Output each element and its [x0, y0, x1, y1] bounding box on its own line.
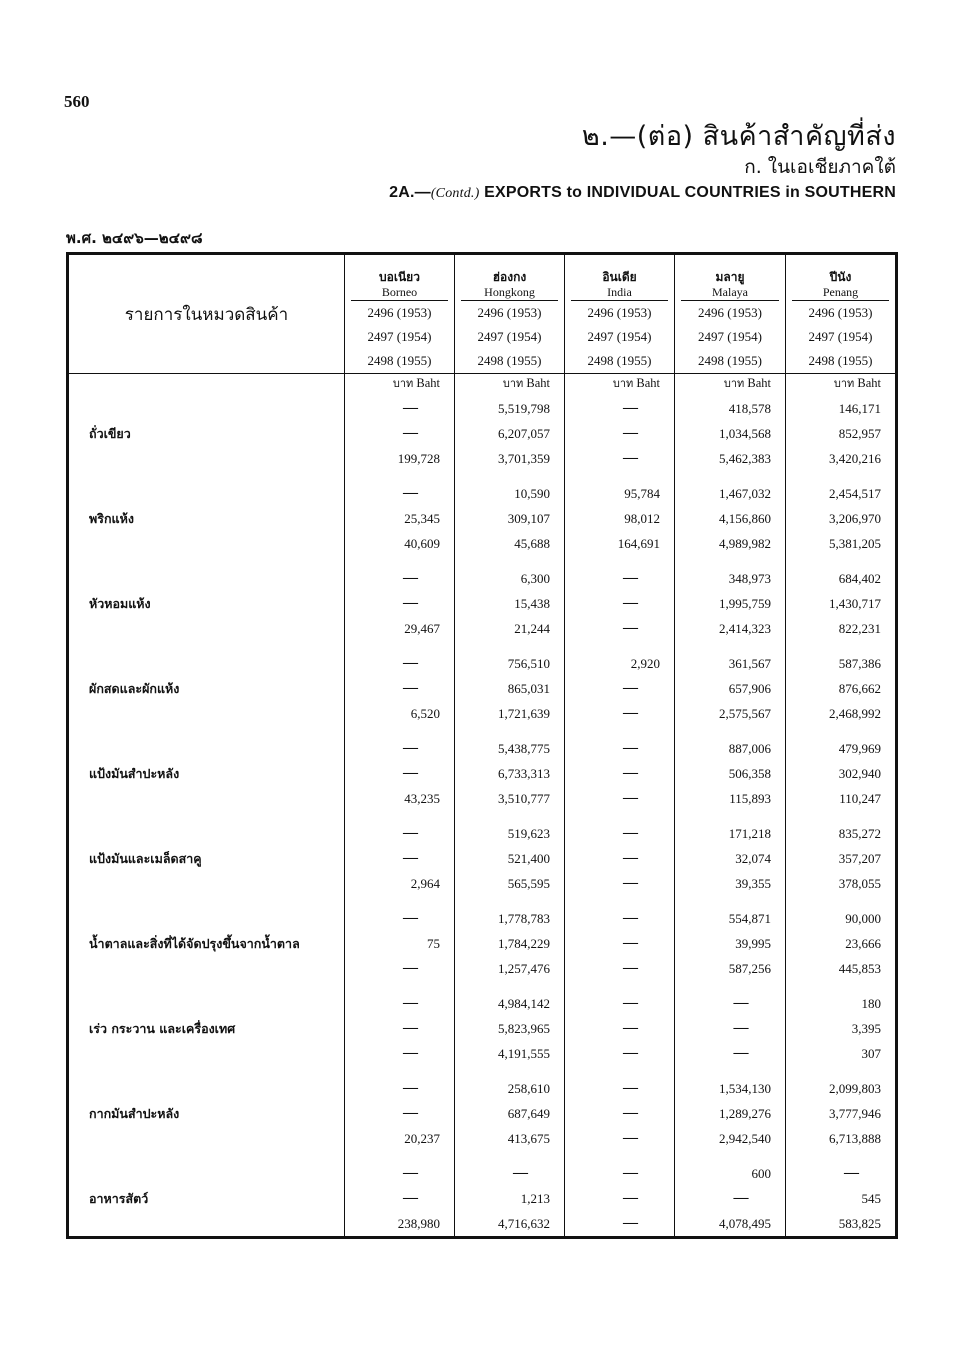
year-value: —	[623, 450, 638, 466]
value-cell	[675, 811, 786, 896]
table-row	[68, 641, 897, 726]
year-value: 506,358	[728, 766, 771, 781]
table-row	[68, 1151, 897, 1238]
header-row	[68, 254, 897, 374]
year-value: 2,920	[630, 656, 660, 671]
year-value: 684,402	[838, 571, 881, 586]
country-thai: มลายู	[715, 270, 745, 284]
year-value: 5,381,205	[829, 536, 881, 551]
value-cell	[675, 1151, 786, 1238]
table-row	[68, 726, 897, 811]
row-label: แป้งมันสำปะหลัง	[68, 726, 345, 811]
year-value: 3,420,216	[829, 451, 881, 466]
year-value: 1,784,229	[498, 936, 550, 951]
year-value: 307	[861, 1046, 881, 1061]
year-value: 587,386	[838, 656, 881, 671]
year-value: 146,171	[838, 401, 881, 416]
year-value: 687,649	[507, 1106, 550, 1121]
year-value: 4,984,142	[498, 996, 550, 1011]
year-value: 90,000	[845, 911, 881, 926]
year-value: 413,675	[507, 1131, 550, 1146]
year-value: 887,006	[728, 741, 771, 756]
country-en: Hongkong	[461, 285, 558, 301]
year-value: 258,610	[507, 1081, 550, 1096]
year-value: 3,777,946	[829, 1106, 881, 1121]
year-value: 25,345	[404, 511, 440, 526]
year-value: 4,716,632	[498, 1216, 550, 1231]
country-header-malaya	[675, 254, 786, 374]
year-value: 5,462,383	[719, 451, 771, 466]
year-value: 1,034,568	[719, 426, 771, 441]
year-value: 583,825	[838, 1216, 881, 1231]
value-cell	[565, 1066, 675, 1151]
value-cell	[565, 726, 675, 811]
year-value: —	[733, 1190, 749, 1206]
year-value: 4,191,555	[498, 1046, 550, 1061]
country-thai: ฮ่องกง	[492, 270, 527, 284]
year-value: —	[403, 995, 418, 1011]
value-cell	[786, 726, 897, 811]
country-en: Borneo	[351, 285, 448, 301]
value-cell	[786, 394, 897, 471]
year-value: 3,395	[851, 1021, 881, 1036]
year-value: —	[733, 1045, 749, 1061]
value-cell	[345, 1066, 455, 1151]
year-value: 21,244	[514, 621, 550, 636]
year-value: 2,099,803	[829, 1081, 881, 1096]
year-value: —	[844, 1165, 859, 1181]
year-value: 3,206,970	[829, 511, 881, 526]
year-label: 2496 (1953)	[367, 305, 432, 320]
year-value: 1,534,130	[719, 1081, 771, 1096]
year-value: 418,578	[728, 401, 771, 416]
year-value: 43,235	[404, 791, 440, 806]
country-header-hongkong	[455, 254, 565, 374]
year-label: 2496 (1953)	[587, 305, 652, 320]
year-value: 2,454,517	[829, 486, 881, 501]
value-cell	[455, 1151, 565, 1238]
table-body	[68, 374, 897, 1238]
year-value: 1,467,032	[719, 486, 771, 501]
row-label: กากมันสำปะหลัง	[68, 1066, 345, 1151]
value-cell	[675, 1066, 786, 1151]
year-value: 32,074	[735, 851, 771, 866]
year-value: —	[733, 995, 749, 1011]
year-value: —	[623, 620, 638, 636]
year-value: 164,691	[617, 536, 660, 551]
value-cell	[565, 471, 675, 556]
table-row	[68, 981, 897, 1066]
year-value: 6,713,888	[829, 1131, 881, 1146]
year-value: 5,438,775	[498, 741, 550, 756]
year-label: 2498 (1955)	[367, 353, 432, 368]
value-cell	[675, 394, 786, 471]
year-value: 554,871	[728, 911, 771, 926]
value-cell	[565, 981, 675, 1066]
year-value: —	[623, 1215, 638, 1231]
year-value: —	[403, 960, 418, 976]
value-cell	[786, 556, 897, 641]
year-value: 20,237	[404, 1131, 440, 1146]
year-value: 545	[861, 1191, 881, 1206]
year-value: 10,590	[514, 486, 550, 501]
row-label: อาหารสัตว์	[68, 1151, 345, 1238]
year-value: —	[623, 765, 638, 781]
year-value: 6,300	[520, 571, 550, 586]
country-header-borneo	[345, 254, 455, 374]
year-label: 2496 (1953)	[477, 305, 542, 320]
year-value: —	[403, 1165, 418, 1181]
year-value: 309,107	[507, 511, 550, 526]
value-cell	[565, 811, 675, 896]
year-value: —	[623, 825, 638, 841]
year-value: —	[623, 1045, 638, 1061]
value-cell	[455, 394, 565, 471]
value-cell	[345, 896, 455, 981]
year-value: —	[403, 850, 418, 866]
year-value: 1,257,476	[498, 961, 550, 976]
year-label: 2498 (1955)	[698, 353, 762, 368]
year-value: 115,893	[729, 791, 771, 806]
year-value: 521,400	[507, 851, 550, 866]
year-value: 5,519,798	[498, 401, 550, 416]
year-value: 1,778,783	[498, 911, 550, 926]
year-value: 3,701,359	[498, 451, 550, 466]
row-label: เร่ว กระวาน และเครื่องเทศ	[68, 981, 345, 1066]
unit-row-label	[68, 374, 345, 395]
year-value: 29,467	[404, 621, 440, 636]
value-cell	[345, 556, 455, 641]
value-cell	[345, 726, 455, 811]
table-row	[68, 896, 897, 981]
year-value: 6,207,057	[498, 426, 550, 441]
year-value: —	[623, 1130, 638, 1146]
value-cell	[345, 471, 455, 556]
value-cell	[786, 471, 897, 556]
year-value: 180	[861, 996, 881, 1011]
year-value: —	[403, 655, 418, 671]
year-value: 4,078,495	[719, 1216, 771, 1231]
year-value: —	[623, 1080, 638, 1096]
value-cell	[455, 556, 565, 641]
year-value: —	[403, 910, 418, 926]
year-label: 2498 (1955)	[587, 353, 652, 368]
year-value: 75	[427, 936, 440, 951]
value-cell	[675, 471, 786, 556]
year-value: —	[623, 680, 638, 696]
unit-cell: บาท Baht	[675, 374, 786, 395]
year-value: 4,156,860	[719, 511, 771, 526]
year-value: 171,218	[728, 826, 771, 841]
row-label: แป้งมันและเมล็ดสาคู	[68, 811, 345, 896]
year-value: 2,468,992	[829, 706, 881, 721]
value-cell	[565, 1151, 675, 1238]
year-value: —	[403, 485, 418, 501]
value-cell	[786, 981, 897, 1066]
year-value: —	[403, 1190, 418, 1206]
year-value: 822,231	[838, 621, 881, 636]
year-value: 2,575,567	[719, 706, 771, 721]
country-en: India	[571, 285, 668, 301]
country-thai: ปีนัง	[829, 270, 852, 284]
year-value: —	[403, 825, 418, 841]
year-value: 600	[751, 1166, 771, 1181]
year-value: 23,666	[845, 936, 881, 951]
year-label: 2498 (1955)	[808, 353, 873, 368]
year-label: 2497 (1954)	[808, 329, 873, 344]
year-value: 6,520	[410, 706, 440, 721]
value-cell	[455, 981, 565, 1066]
year-value: 45,688	[514, 536, 550, 551]
year-value: 1,289,276	[719, 1106, 771, 1121]
year-value: 876,662	[838, 681, 881, 696]
year-value: 95,784	[624, 486, 660, 501]
country-header-india	[565, 254, 675, 374]
year-value: 657,906	[728, 681, 771, 696]
year-value: —	[403, 1020, 418, 1036]
value-cell	[786, 1066, 897, 1151]
year-value: —	[403, 1045, 418, 1061]
table-row	[68, 471, 897, 556]
year-value: —	[623, 790, 638, 806]
year-value: 238,980	[397, 1216, 440, 1231]
unit-cell: บาท Baht	[455, 374, 565, 395]
title-en-main: EXPORTS to INDIVIDUAL COUNTRIES in SOUTHERN	[479, 184, 896, 201]
row-label: พริกแห้ง	[68, 471, 345, 556]
value-cell	[455, 896, 565, 981]
year-value: —	[623, 400, 638, 416]
value-cell	[675, 981, 786, 1066]
value-cell	[565, 556, 675, 641]
year-value: 865,031	[507, 681, 550, 696]
unit-cell: บาท Baht	[786, 374, 897, 395]
value-cell	[345, 641, 455, 726]
year-value: 2,964	[410, 876, 440, 891]
year-value: —	[623, 595, 638, 611]
year-value: —	[403, 1080, 418, 1096]
year-value: 565,595	[507, 876, 550, 891]
value-cell	[345, 981, 455, 1066]
year-value: 98,012	[624, 511, 660, 526]
value-cell	[675, 556, 786, 641]
year-value: 519,623	[507, 826, 550, 841]
year-label: 2496 (1953)	[808, 305, 873, 320]
country-en: Malaya	[681, 285, 779, 301]
table-row	[68, 1066, 897, 1151]
page-number: 560	[64, 92, 90, 111]
year-value: —	[623, 425, 638, 441]
year-label: 2497 (1954)	[367, 329, 432, 344]
year-value: 6,733,313	[498, 766, 550, 781]
value-cell	[455, 1066, 565, 1151]
year-value: —	[403, 680, 418, 696]
year-value: 5,823,965	[498, 1021, 550, 1036]
year-label: 2497 (1954)	[698, 329, 762, 344]
value-cell	[786, 1151, 897, 1238]
year-value: —	[403, 595, 418, 611]
year-value: —	[623, 850, 638, 866]
year-label: 2498 (1955)	[477, 353, 542, 368]
value-cell	[786, 811, 897, 896]
exports-table	[66, 252, 898, 1239]
table-title-thai: ๒.—(ต่อ) สินค้าสำคัญที่ส่ง	[581, 121, 896, 152]
year-value: —	[623, 1105, 638, 1121]
year-value: —	[623, 995, 638, 1011]
year-value: —	[513, 1165, 528, 1181]
year-value: 445,853	[838, 961, 881, 976]
value-cell	[675, 896, 786, 981]
year-value: —	[403, 400, 418, 416]
year-value: —	[623, 1165, 638, 1181]
row-label: หัวหอมแห้ง	[68, 556, 345, 641]
value-cell	[786, 896, 897, 981]
country-thai: อินเดีย	[602, 270, 637, 284]
value-cell	[675, 726, 786, 811]
unit-cell: บาท Baht	[345, 374, 455, 395]
country-header-penang	[786, 254, 897, 374]
row-label: ถั่วเขียว	[68, 394, 345, 471]
year-value: 302,940	[838, 766, 881, 781]
value-cell	[345, 394, 455, 471]
unit-row	[68, 374, 897, 395]
year-value: 2,942,540	[719, 1131, 771, 1146]
year-value: 3,510,777	[498, 791, 550, 806]
table-subtitle-thai: ก. ในเอเชียภาคใต้	[744, 156, 896, 178]
value-cell	[345, 1151, 455, 1238]
year-value: —	[403, 570, 418, 586]
year-value: 110,247	[839, 791, 881, 806]
year-value: —	[623, 740, 638, 756]
year-label: 2496 (1953)	[698, 305, 762, 320]
year-value: —	[623, 570, 638, 586]
year-value: —	[403, 1105, 418, 1121]
year-value: 40,609	[404, 536, 440, 551]
value-cell	[455, 811, 565, 896]
year-value: —	[733, 1020, 749, 1036]
title-en-contd: (Contd.)	[430, 186, 480, 201]
value-cell	[786, 641, 897, 726]
year-value: —	[403, 765, 418, 781]
year-value: 1,721,639	[498, 706, 550, 721]
value-cell	[455, 726, 565, 811]
country-thai: บอเนียว	[379, 270, 420, 284]
country-en: Penang	[792, 285, 889, 301]
year-label: 2497 (1954)	[587, 329, 652, 344]
row-label: ผักสดและผักแห้ง	[68, 641, 345, 726]
year-value: 1,213	[520, 1191, 550, 1206]
value-cell	[455, 471, 565, 556]
year-value: 15,438	[514, 596, 550, 611]
year-value: —	[623, 910, 638, 926]
year-value: —	[623, 960, 638, 976]
year-value: 4,989,982	[719, 536, 771, 551]
value-cell	[565, 394, 675, 471]
value-cell	[455, 641, 565, 726]
year-value: 348,973	[728, 571, 771, 586]
year-value: —	[623, 1190, 638, 1206]
row-label: น้ำตาลและสิ่งที่ได้จัดปรุงขึ้นจากน้ำตาล	[68, 896, 345, 981]
value-cell	[565, 896, 675, 981]
year-value: —	[403, 425, 418, 441]
table-row	[68, 811, 897, 896]
year-value: —	[623, 1020, 638, 1036]
year-label: 2497 (1954)	[477, 329, 542, 344]
value-cell	[345, 811, 455, 896]
year-value: 1,995,759	[719, 596, 771, 611]
year-value: 587,256	[728, 961, 771, 976]
unit-cell: บาท Baht	[565, 374, 675, 395]
year-value: 835,272	[838, 826, 881, 841]
year-value: —	[623, 875, 638, 891]
period-label: พ.ศ. ๒๔๙๖—๒๔๙๘	[66, 229, 203, 247]
year-value: 39,355	[735, 876, 771, 891]
year-value: 361,567	[728, 656, 771, 671]
year-value: —	[403, 740, 418, 756]
category-header: รายการในหมวดสินค้า	[68, 254, 345, 374]
year-value: —	[623, 705, 638, 721]
year-value: 357,207	[838, 851, 881, 866]
table-title-english	[389, 184, 896, 202]
title-en-prefix: 2A.—	[389, 184, 431, 201]
year-value: 199,728	[397, 451, 440, 466]
year-value: 479,969	[838, 741, 881, 756]
year-value: —	[623, 935, 638, 951]
year-value: 852,957	[838, 426, 881, 441]
year-value: 39,995	[735, 936, 771, 951]
value-cell	[565, 641, 675, 726]
value-cell	[675, 641, 786, 726]
year-value: 756,510	[507, 656, 550, 671]
table-row	[68, 394, 897, 471]
table-row	[68, 556, 897, 641]
year-value: 1,430,717	[829, 596, 881, 611]
year-value: 2,414,323	[719, 621, 771, 636]
year-value: 378,055	[838, 876, 881, 891]
